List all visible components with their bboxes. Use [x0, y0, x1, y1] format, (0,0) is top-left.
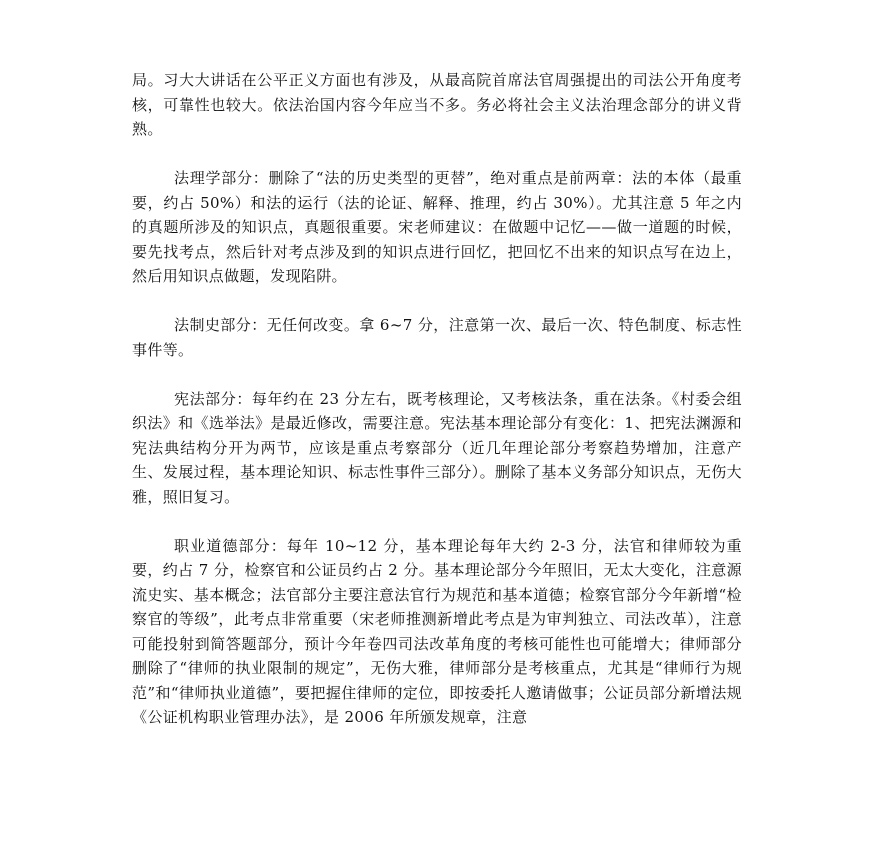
document-body — [132, 68, 742, 730]
paragraph-gap — [132, 362, 742, 387]
paragraph-constitution: 宪法部分：每年约在 23 分左右，既考核理论，又考核法条，重在法条。《村委会组织法》和《选举法》是最近修改，需要注意。宪法基本理论部分有变化：1、把宪法渊源和宪法典结构分开为两节，应该是重点考察部分（近几年理论部分考察趋势增加，注意产生、发展过程，基本理论知识、标志性事件三部分）。删除了基本义务部分知识点，无伤大雅，照旧复习。 — [132, 389, 742, 506]
paragraph-gap — [132, 142, 742, 167]
paragraph-gap — [132, 509, 742, 534]
paragraph-intro-continuation: 局。习大大讲话在公平正义方面也有涉及，从最高院首席法官周强提出的司法公开角度考核，可靠性也较大。依法治国内容今年应当不多。务必将社会主义法治理念部分的讲义背熟。 — [132, 71, 742, 138]
paragraph-professional-ethics: 职业道德部分：每年 10~12 分，基本理论每年大约 2-3 分，法官和律师较为重要，约占 7 分，检察官和公证员约占 2 分。基本理论部分今年照旧，无太大变化，注意源流史实、基本概念；法官部分主要注意法官行为规范和基本道德；检察官部分今年新增“检察官的等级”，此考点非常重要（宋老师推测新增此考点是为审判独立、司法改革），注意可能投射到简答题部分，预计今年卷四司法改革角度的考核可能性也可能增大；律师部分删除了“律师的执业限制的规定”，无伤大雅，律师部分是考核重点，尤其是“律师行为规范”和“律师执业道德”，要把握住律师的定位，即按委托人邀请做事；公证员部分新增法规《公证机构职业管理办法》，是 2006 年所颁发规章，注意 — [132, 536, 742, 726]
paragraph-legal-history: 法制史部分：无任何改变。拿 6~7 分，注意第一次、最后一次、特色制度、标志性事件等。 — [132, 316, 742, 359]
paragraph-jurisprudence: 法理学部分：删除了“法的历史类型的更替”，绝对重点是前两章：法的本体（最重要，约占 50%）和法的运行（法的论证、解释、推理，约占 30%）。尤其注意 5 年之内的真题所涉及的知识点，真题很重要。宋老师建议：在做题中记忆——做一道题的时候，要先找考点，然后针对考点涉及到的知识点进行回忆，把回忆不出来的知识点写在边上，然后用知识点做题，发现陷阱。 — [132, 169, 742, 285]
paragraph-gap — [132, 289, 742, 314]
